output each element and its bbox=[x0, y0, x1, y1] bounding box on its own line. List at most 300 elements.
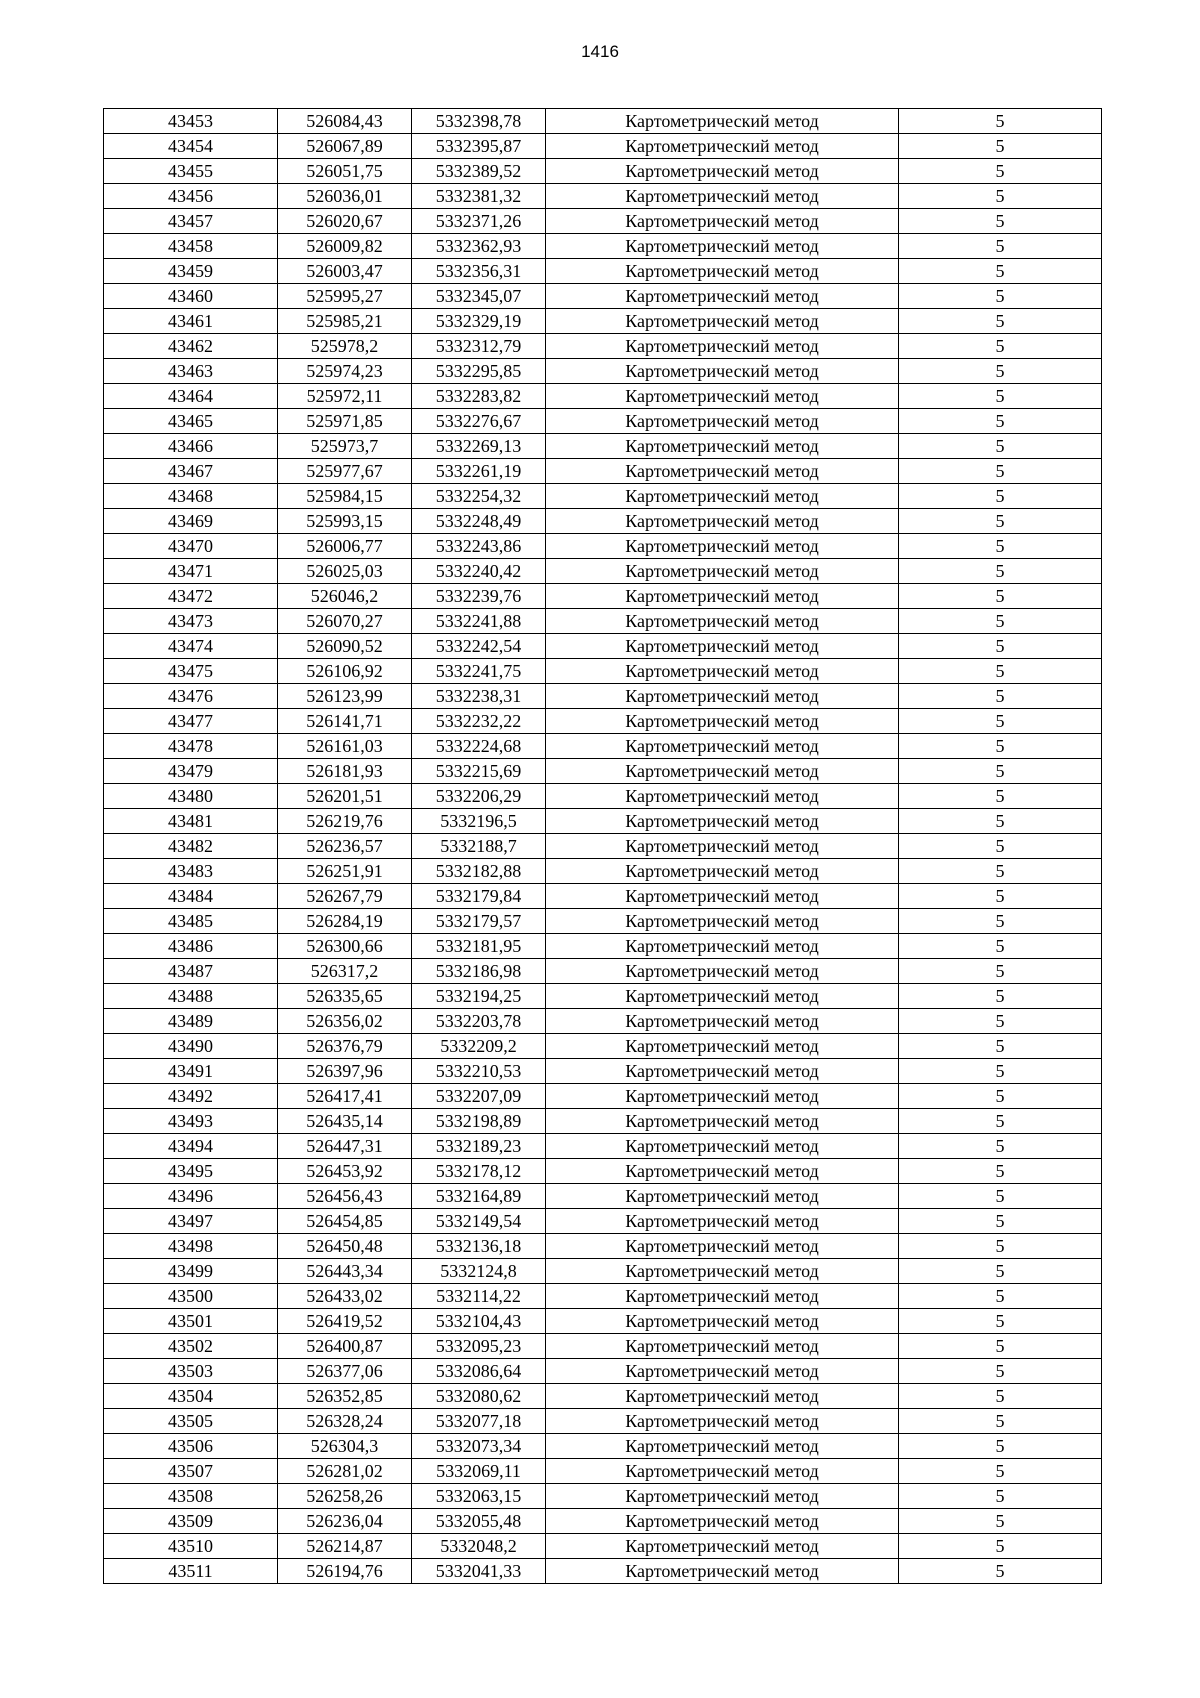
x-coordinate-cell: 526141,71 bbox=[278, 709, 412, 734]
accuracy-cell: 5 bbox=[899, 1034, 1102, 1059]
accuracy-cell: 5 bbox=[899, 659, 1102, 684]
table-row bbox=[104, 734, 1102, 759]
method-cell: Картометрический метод bbox=[546, 1284, 899, 1309]
y-coordinate-cell: 5332203,78 bbox=[412, 1009, 546, 1034]
method-cell: Картометрический метод bbox=[546, 1234, 899, 1259]
point-number-cell: 43455 bbox=[104, 159, 278, 184]
point-number-cell: 43469 bbox=[104, 509, 278, 534]
method-cell: Картометрический метод bbox=[546, 1084, 899, 1109]
x-coordinate-cell: 526433,02 bbox=[278, 1284, 412, 1309]
accuracy-cell: 5 bbox=[899, 684, 1102, 709]
method-cell: Картометрический метод bbox=[546, 1434, 899, 1459]
y-coordinate-cell: 5332136,18 bbox=[412, 1234, 546, 1259]
method-cell: Картометрический метод bbox=[546, 1184, 899, 1209]
y-coordinate-cell: 5332248,49 bbox=[412, 509, 546, 534]
y-coordinate-cell: 5332242,54 bbox=[412, 634, 546, 659]
point-number-cell: 43454 bbox=[104, 134, 278, 159]
method-cell: Картометрический метод bbox=[546, 134, 899, 159]
accuracy-cell: 5 bbox=[899, 1284, 1102, 1309]
accuracy-cell: 5 bbox=[899, 1009, 1102, 1034]
method-cell: Картометрический метод bbox=[546, 459, 899, 484]
y-coordinate-cell: 5332114,22 bbox=[412, 1284, 546, 1309]
method-cell: Картометрический метод bbox=[546, 609, 899, 634]
table-row bbox=[104, 109, 1102, 134]
y-coordinate-cell: 5332362,93 bbox=[412, 234, 546, 259]
accuracy-cell: 5 bbox=[899, 609, 1102, 634]
accuracy-cell: 5 bbox=[899, 284, 1102, 309]
table-row bbox=[104, 959, 1102, 984]
y-coordinate-cell: 5332149,54 bbox=[412, 1209, 546, 1234]
method-cell: Картометрический метод bbox=[546, 1534, 899, 1559]
table-row bbox=[104, 1434, 1102, 1459]
method-cell: Картометрический метод bbox=[546, 1009, 899, 1034]
point-number-cell: 43510 bbox=[104, 1534, 278, 1559]
x-coordinate-cell: 526236,04 bbox=[278, 1509, 412, 1534]
method-cell: Картометрический метод bbox=[546, 1059, 899, 1084]
accuracy-cell: 5 bbox=[899, 759, 1102, 784]
point-number-cell: 43459 bbox=[104, 259, 278, 284]
point-number-cell: 43475 bbox=[104, 659, 278, 684]
method-cell: Картометрический метод bbox=[546, 909, 899, 934]
method-cell: Картометрический метод bbox=[546, 109, 899, 134]
point-number-cell: 43478 bbox=[104, 734, 278, 759]
accuracy-cell: 5 bbox=[899, 559, 1102, 584]
y-coordinate-cell: 5332276,67 bbox=[412, 409, 546, 434]
method-cell: Картометрический метод bbox=[546, 234, 899, 259]
method-cell: Картометрический метод bbox=[546, 1334, 899, 1359]
y-coordinate-cell: 5332178,12 bbox=[412, 1159, 546, 1184]
point-number-cell: 43463 bbox=[104, 359, 278, 384]
method-cell: Картометрический метод bbox=[546, 209, 899, 234]
accuracy-cell: 5 bbox=[899, 334, 1102, 359]
x-coordinate-cell: 526020,67 bbox=[278, 209, 412, 234]
table-row bbox=[104, 684, 1102, 709]
point-number-cell: 43474 bbox=[104, 634, 278, 659]
x-coordinate-cell: 526267,79 bbox=[278, 884, 412, 909]
x-coordinate-cell: 526236,57 bbox=[278, 834, 412, 859]
accuracy-cell: 5 bbox=[899, 1159, 1102, 1184]
x-coordinate-cell: 526304,3 bbox=[278, 1434, 412, 1459]
table-row bbox=[104, 1559, 1102, 1584]
point-number-cell: 43483 bbox=[104, 859, 278, 884]
table-row bbox=[104, 384, 1102, 409]
table-row bbox=[104, 559, 1102, 584]
y-coordinate-cell: 5332186,98 bbox=[412, 959, 546, 984]
point-number-cell: 43479 bbox=[104, 759, 278, 784]
table-row bbox=[104, 1409, 1102, 1434]
accuracy-cell: 5 bbox=[899, 459, 1102, 484]
method-cell: Картометрический метод bbox=[546, 759, 899, 784]
table-row bbox=[104, 1459, 1102, 1484]
table-row bbox=[104, 1334, 1102, 1359]
accuracy-cell: 5 bbox=[899, 884, 1102, 909]
x-coordinate-cell: 526419,52 bbox=[278, 1309, 412, 1334]
method-cell: Картометрический метод bbox=[546, 1459, 899, 1484]
table-row bbox=[104, 1184, 1102, 1209]
point-number-cell: 43498 bbox=[104, 1234, 278, 1259]
accuracy-cell: 5 bbox=[899, 834, 1102, 859]
table-row bbox=[104, 434, 1102, 459]
point-number-cell: 43470 bbox=[104, 534, 278, 559]
y-coordinate-cell: 5332086,64 bbox=[412, 1359, 546, 1384]
accuracy-cell: 5 bbox=[899, 234, 1102, 259]
table-row bbox=[104, 1384, 1102, 1409]
point-number-cell: 43509 bbox=[104, 1509, 278, 1534]
y-coordinate-cell: 5332232,22 bbox=[412, 709, 546, 734]
x-coordinate-cell: 526161,03 bbox=[278, 734, 412, 759]
method-cell: Картометрический метод bbox=[546, 959, 899, 984]
method-cell: Картометрический метод bbox=[546, 484, 899, 509]
accuracy-cell: 5 bbox=[899, 1334, 1102, 1359]
table-row bbox=[104, 584, 1102, 609]
y-coordinate-cell: 5332243,86 bbox=[412, 534, 546, 559]
table-row bbox=[104, 209, 1102, 234]
table-row bbox=[104, 834, 1102, 859]
y-coordinate-cell: 5332239,76 bbox=[412, 584, 546, 609]
table-row bbox=[104, 1084, 1102, 1109]
method-cell: Картометрический метод bbox=[546, 1259, 899, 1284]
method-cell: Картометрический метод bbox=[546, 809, 899, 834]
table-row bbox=[104, 1284, 1102, 1309]
method-cell: Картометрический метод bbox=[546, 784, 899, 809]
accuracy-cell: 5 bbox=[899, 584, 1102, 609]
method-cell: Картометрический метод bbox=[546, 184, 899, 209]
y-coordinate-cell: 5332345,07 bbox=[412, 284, 546, 309]
x-coordinate-cell: 526453,92 bbox=[278, 1159, 412, 1184]
accuracy-cell: 5 bbox=[899, 1384, 1102, 1409]
x-coordinate-cell: 526067,89 bbox=[278, 134, 412, 159]
method-cell: Картометрический метод bbox=[546, 1109, 899, 1134]
y-coordinate-cell: 5332041,33 bbox=[412, 1559, 546, 1584]
point-number-cell: 43467 bbox=[104, 459, 278, 484]
y-coordinate-cell: 5332179,84 bbox=[412, 884, 546, 909]
point-number-cell: 43462 bbox=[104, 334, 278, 359]
accuracy-cell: 5 bbox=[899, 1084, 1102, 1109]
coordinates-table-body bbox=[104, 109, 1102, 1584]
accuracy-cell: 5 bbox=[899, 1259, 1102, 1284]
x-coordinate-cell: 526397,96 bbox=[278, 1059, 412, 1084]
point-number-cell: 43488 bbox=[104, 984, 278, 1009]
point-number-cell: 43456 bbox=[104, 184, 278, 209]
method-cell: Картометрический метод bbox=[546, 709, 899, 734]
y-coordinate-cell: 5332048,2 bbox=[412, 1534, 546, 1559]
x-coordinate-cell: 526356,02 bbox=[278, 1009, 412, 1034]
x-coordinate-cell: 525985,21 bbox=[278, 309, 412, 334]
x-coordinate-cell: 526300,66 bbox=[278, 934, 412, 959]
y-coordinate-cell: 5332215,69 bbox=[412, 759, 546, 784]
x-coordinate-cell: 525993,15 bbox=[278, 509, 412, 534]
table-row bbox=[104, 1309, 1102, 1334]
method-cell: Картометрический метод bbox=[546, 159, 899, 184]
table-row bbox=[104, 234, 1102, 259]
method-cell: Картометрический метод bbox=[546, 409, 899, 434]
table-row bbox=[104, 909, 1102, 934]
y-coordinate-cell: 5332312,79 bbox=[412, 334, 546, 359]
table-row bbox=[104, 1134, 1102, 1159]
x-coordinate-cell: 526281,02 bbox=[278, 1459, 412, 1484]
accuracy-cell: 5 bbox=[899, 534, 1102, 559]
point-number-cell: 43487 bbox=[104, 959, 278, 984]
y-coordinate-cell: 5332329,19 bbox=[412, 309, 546, 334]
accuracy-cell: 5 bbox=[899, 1434, 1102, 1459]
accuracy-cell: 5 bbox=[899, 909, 1102, 934]
method-cell: Картометрический метод bbox=[546, 1134, 899, 1159]
x-coordinate-cell: 526025,03 bbox=[278, 559, 412, 584]
accuracy-cell: 5 bbox=[899, 934, 1102, 959]
accuracy-cell: 5 bbox=[899, 1234, 1102, 1259]
x-coordinate-cell: 525974,23 bbox=[278, 359, 412, 384]
method-cell: Картометрический метод bbox=[546, 509, 899, 534]
point-number-cell: 43482 bbox=[104, 834, 278, 859]
method-cell: Картометрический метод bbox=[546, 434, 899, 459]
method-cell: Картометрический метод bbox=[546, 734, 899, 759]
x-coordinate-cell: 525972,11 bbox=[278, 384, 412, 409]
y-coordinate-cell: 5332395,87 bbox=[412, 134, 546, 159]
y-coordinate-cell: 5332198,89 bbox=[412, 1109, 546, 1134]
x-coordinate-cell: 526376,79 bbox=[278, 1034, 412, 1059]
y-coordinate-cell: 5332240,42 bbox=[412, 559, 546, 584]
method-cell: Картометрический метод bbox=[546, 309, 899, 334]
table-row bbox=[104, 509, 1102, 534]
table-row bbox=[104, 1534, 1102, 1559]
y-coordinate-cell: 5332356,31 bbox=[412, 259, 546, 284]
method-cell: Картометрический метод bbox=[546, 859, 899, 884]
accuracy-cell: 5 bbox=[899, 109, 1102, 134]
point-number-cell: 43502 bbox=[104, 1334, 278, 1359]
y-coordinate-cell: 5332241,75 bbox=[412, 659, 546, 684]
table-row bbox=[104, 984, 1102, 1009]
table-row bbox=[104, 409, 1102, 434]
table-row bbox=[104, 859, 1102, 884]
accuracy-cell: 5 bbox=[899, 1484, 1102, 1509]
x-coordinate-cell: 526450,48 bbox=[278, 1234, 412, 1259]
point-number-cell: 43504 bbox=[104, 1384, 278, 1409]
x-coordinate-cell: 526417,41 bbox=[278, 1084, 412, 1109]
point-number-cell: 43460 bbox=[104, 284, 278, 309]
table-row bbox=[104, 1034, 1102, 1059]
x-coordinate-cell: 526036,01 bbox=[278, 184, 412, 209]
x-coordinate-cell: 526214,87 bbox=[278, 1534, 412, 1559]
table-row bbox=[104, 784, 1102, 809]
table-row bbox=[104, 1059, 1102, 1084]
accuracy-cell: 5 bbox=[899, 434, 1102, 459]
accuracy-cell: 5 bbox=[899, 134, 1102, 159]
x-coordinate-cell: 526335,65 bbox=[278, 984, 412, 1009]
method-cell: Картометрический метод bbox=[546, 1409, 899, 1434]
accuracy-cell: 5 bbox=[899, 709, 1102, 734]
method-cell: Картометрический метод bbox=[546, 384, 899, 409]
accuracy-cell: 5 bbox=[899, 159, 1102, 184]
x-coordinate-cell: 526454,85 bbox=[278, 1209, 412, 1234]
x-coordinate-cell: 526447,31 bbox=[278, 1134, 412, 1159]
x-coordinate-cell: 526051,75 bbox=[278, 159, 412, 184]
y-coordinate-cell: 5332073,34 bbox=[412, 1434, 546, 1459]
method-cell: Картометрический метод bbox=[546, 584, 899, 609]
y-coordinate-cell: 5332095,23 bbox=[412, 1334, 546, 1359]
table-row bbox=[104, 934, 1102, 959]
y-coordinate-cell: 5332181,95 bbox=[412, 934, 546, 959]
coordinates-table bbox=[103, 108, 1102, 1584]
table-row bbox=[104, 884, 1102, 909]
x-coordinate-cell: 526219,76 bbox=[278, 809, 412, 834]
method-cell: Картометрический метод bbox=[546, 1159, 899, 1184]
table-row bbox=[104, 609, 1102, 634]
method-cell: Картометрический метод bbox=[546, 284, 899, 309]
accuracy-cell: 5 bbox=[899, 509, 1102, 534]
y-coordinate-cell: 5332182,88 bbox=[412, 859, 546, 884]
x-coordinate-cell: 525995,27 bbox=[278, 284, 412, 309]
point-number-cell: 43486 bbox=[104, 934, 278, 959]
y-coordinate-cell: 5332055,48 bbox=[412, 1509, 546, 1534]
method-cell: Картометрический метод bbox=[546, 359, 899, 384]
x-coordinate-cell: 525977,67 bbox=[278, 459, 412, 484]
accuracy-cell: 5 bbox=[899, 1109, 1102, 1134]
point-number-cell: 43505 bbox=[104, 1409, 278, 1434]
table-row bbox=[104, 1009, 1102, 1034]
accuracy-cell: 5 bbox=[899, 184, 1102, 209]
accuracy-cell: 5 bbox=[899, 409, 1102, 434]
y-coordinate-cell: 5332124,8 bbox=[412, 1259, 546, 1284]
point-number-cell: 43506 bbox=[104, 1434, 278, 1459]
method-cell: Картометрический метод bbox=[546, 559, 899, 584]
accuracy-cell: 5 bbox=[899, 634, 1102, 659]
accuracy-cell: 5 bbox=[899, 1209, 1102, 1234]
accuracy-cell: 5 bbox=[899, 259, 1102, 284]
method-cell: Картометрический метод bbox=[546, 934, 899, 959]
x-coordinate-cell: 525971,85 bbox=[278, 409, 412, 434]
method-cell: Картометрический метод bbox=[546, 259, 899, 284]
method-cell: Картометрический метод bbox=[546, 1559, 899, 1584]
point-number-cell: 43458 bbox=[104, 234, 278, 259]
method-cell: Картометрический метод bbox=[546, 534, 899, 559]
method-cell: Картометрический метод bbox=[546, 1034, 899, 1059]
table-row bbox=[104, 459, 1102, 484]
y-coordinate-cell: 5332210,53 bbox=[412, 1059, 546, 1084]
y-coordinate-cell: 5332269,13 bbox=[412, 434, 546, 459]
accuracy-cell: 5 bbox=[899, 1184, 1102, 1209]
x-coordinate-cell: 525984,15 bbox=[278, 484, 412, 509]
x-coordinate-cell: 526400,87 bbox=[278, 1334, 412, 1359]
point-number-cell: 43480 bbox=[104, 784, 278, 809]
point-number-cell: 43464 bbox=[104, 384, 278, 409]
accuracy-cell: 5 bbox=[899, 384, 1102, 409]
method-cell: Картометрический метод bbox=[546, 834, 899, 859]
point-number-cell: 43485 bbox=[104, 909, 278, 934]
point-number-cell: 43492 bbox=[104, 1084, 278, 1109]
y-coordinate-cell: 5332371,26 bbox=[412, 209, 546, 234]
point-number-cell: 43465 bbox=[104, 409, 278, 434]
y-coordinate-cell: 5332238,31 bbox=[412, 684, 546, 709]
table-row bbox=[104, 259, 1102, 284]
point-number-cell: 43497 bbox=[104, 1209, 278, 1234]
x-coordinate-cell: 526084,43 bbox=[278, 109, 412, 134]
x-coordinate-cell: 526456,43 bbox=[278, 1184, 412, 1209]
y-coordinate-cell: 5332104,43 bbox=[412, 1309, 546, 1334]
method-cell: Картометрический метод bbox=[546, 634, 899, 659]
method-cell: Картометрический метод bbox=[546, 1509, 899, 1534]
accuracy-cell: 5 bbox=[899, 359, 1102, 384]
method-cell: Картометрический метод bbox=[546, 884, 899, 909]
x-coordinate-cell: 526194,76 bbox=[278, 1559, 412, 1584]
accuracy-cell: 5 bbox=[899, 984, 1102, 1009]
method-cell: Картометрический метод bbox=[546, 1309, 899, 1334]
accuracy-cell: 5 bbox=[899, 309, 1102, 334]
method-cell: Картометрический метод bbox=[546, 1484, 899, 1509]
y-coordinate-cell: 5332189,23 bbox=[412, 1134, 546, 1159]
method-cell: Картометрический метод bbox=[546, 659, 899, 684]
y-coordinate-cell: 5332283,82 bbox=[412, 384, 546, 409]
point-number-cell: 43471 bbox=[104, 559, 278, 584]
y-coordinate-cell: 5332069,11 bbox=[412, 1459, 546, 1484]
point-number-cell: 43508 bbox=[104, 1484, 278, 1509]
accuracy-cell: 5 bbox=[899, 734, 1102, 759]
y-coordinate-cell: 5332295,85 bbox=[412, 359, 546, 384]
point-number-cell: 43494 bbox=[104, 1134, 278, 1159]
table-row bbox=[104, 184, 1102, 209]
y-coordinate-cell: 5332179,57 bbox=[412, 909, 546, 934]
method-cell: Картометрический метод bbox=[546, 1384, 899, 1409]
table-row bbox=[104, 1234, 1102, 1259]
table-row bbox=[104, 1359, 1102, 1384]
point-number-cell: 43503 bbox=[104, 1359, 278, 1384]
x-coordinate-cell: 526046,2 bbox=[278, 584, 412, 609]
point-number-cell: 43457 bbox=[104, 209, 278, 234]
y-coordinate-cell: 5332254,32 bbox=[412, 484, 546, 509]
table-row bbox=[104, 1259, 1102, 1284]
point-number-cell: 43501 bbox=[104, 1309, 278, 1334]
method-cell: Картометрический метод bbox=[546, 334, 899, 359]
y-coordinate-cell: 5332389,52 bbox=[412, 159, 546, 184]
table-row bbox=[104, 309, 1102, 334]
y-coordinate-cell: 5332209,2 bbox=[412, 1034, 546, 1059]
accuracy-cell: 5 bbox=[899, 1509, 1102, 1534]
x-coordinate-cell: 526070,27 bbox=[278, 609, 412, 634]
x-coordinate-cell: 526201,51 bbox=[278, 784, 412, 809]
point-number-cell: 43481 bbox=[104, 809, 278, 834]
x-coordinate-cell: 526251,91 bbox=[278, 859, 412, 884]
y-coordinate-cell: 5332381,32 bbox=[412, 184, 546, 209]
accuracy-cell: 5 bbox=[899, 484, 1102, 509]
table-row bbox=[104, 1509, 1102, 1534]
table-row bbox=[104, 1159, 1102, 1184]
y-coordinate-cell: 5332196,5 bbox=[412, 809, 546, 834]
y-coordinate-cell: 5332224,68 bbox=[412, 734, 546, 759]
y-coordinate-cell: 5332164,89 bbox=[412, 1184, 546, 1209]
table-row bbox=[104, 484, 1102, 509]
accuracy-cell: 5 bbox=[899, 1459, 1102, 1484]
point-number-cell: 43496 bbox=[104, 1184, 278, 1209]
method-cell: Картометрический метод bbox=[546, 1209, 899, 1234]
y-coordinate-cell: 5332194,25 bbox=[412, 984, 546, 1009]
x-coordinate-cell: 526258,26 bbox=[278, 1484, 412, 1509]
method-cell: Картометрический метод bbox=[546, 984, 899, 1009]
point-number-cell: 43490 bbox=[104, 1034, 278, 1059]
point-number-cell: 43493 bbox=[104, 1109, 278, 1134]
accuracy-cell: 5 bbox=[899, 784, 1102, 809]
accuracy-cell: 5 bbox=[899, 1134, 1102, 1159]
accuracy-cell: 5 bbox=[899, 959, 1102, 984]
accuracy-cell: 5 bbox=[899, 209, 1102, 234]
table-row bbox=[104, 1484, 1102, 1509]
table-row bbox=[104, 334, 1102, 359]
y-coordinate-cell: 5332207,09 bbox=[412, 1084, 546, 1109]
x-coordinate-cell: 526009,82 bbox=[278, 234, 412, 259]
table-row bbox=[104, 659, 1102, 684]
table-row bbox=[104, 134, 1102, 159]
x-coordinate-cell: 526317,2 bbox=[278, 959, 412, 984]
point-number-cell: 43499 bbox=[104, 1259, 278, 1284]
x-coordinate-cell: 526377,06 bbox=[278, 1359, 412, 1384]
